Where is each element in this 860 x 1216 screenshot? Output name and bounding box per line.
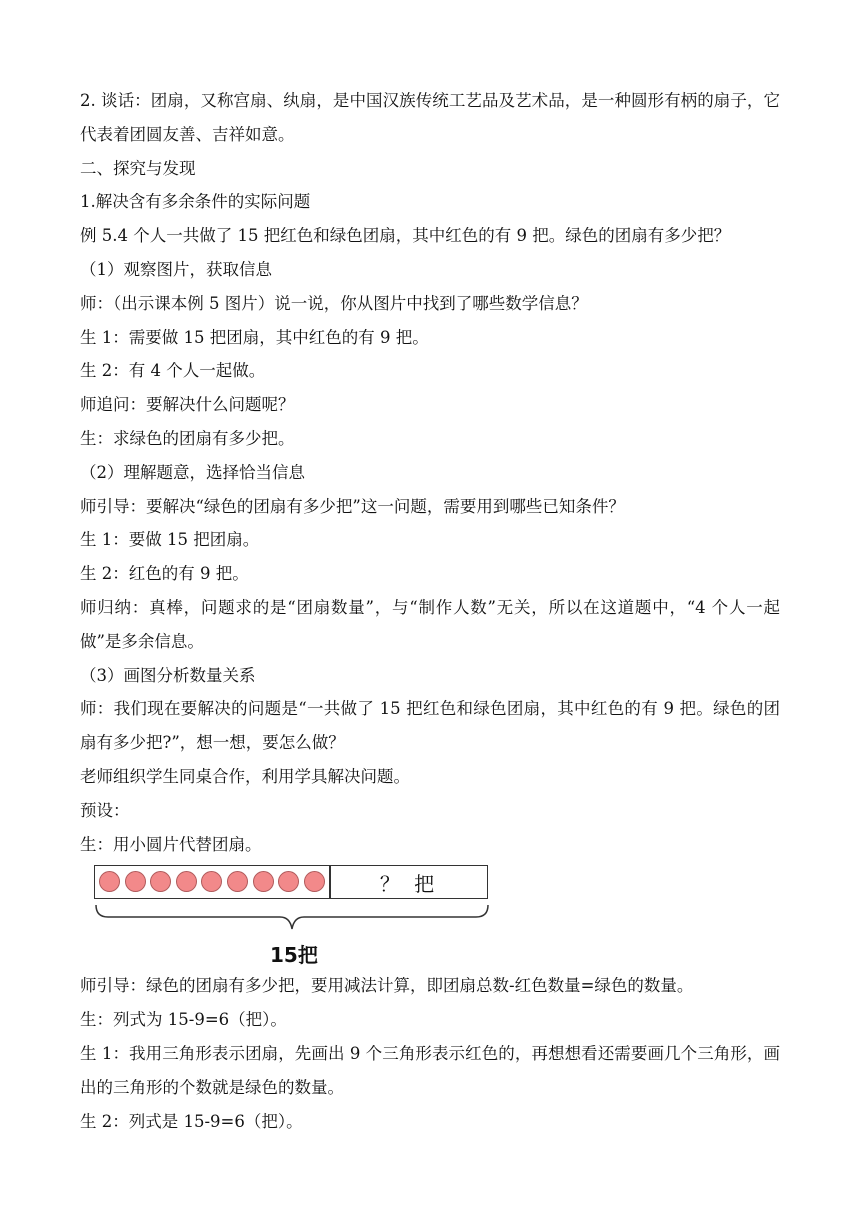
- dialogue-line: 师引导：要解决“绿色的团扇有多少把”这一问题，需要用到哪些已知条件？: [80, 496, 625, 516]
- red-fan-circle: [304, 871, 325, 892]
- red-fan-circle: [201, 871, 222, 892]
- dialogue-line: 生：用小圆片代替团扇。: [80, 834, 262, 854]
- dialogue-line: 师：我们现在要解决的问题是“一共做了 15 把红色和绿色团扇，其中红色的有 9 把。绿色的团扇有多少把?”，想一想，要怎么做？: [80, 699, 780, 753]
- document-page: [80, 84, 780, 1138]
- red-fan-circle: [227, 871, 248, 892]
- dialogue-line: 生 1：需要做 15 把团扇，其中红色的有 9 把。: [80, 327, 429, 347]
- dialogue-line: 生 2：列式是 15-9=6（把）。: [80, 1111, 303, 1131]
- dialogue-line: 生 2：有 4 个人一起做。: [80, 361, 266, 381]
- dialogue-line: 生：求绿色的团扇有多少把。: [80, 428, 295, 448]
- dialogue-line: 师引导：绿色的团扇有多少把，要用减法计算，即团扇总数-红色数量=绿色的数量。: [80, 976, 694, 996]
- fan-diagram: [94, 861, 514, 969]
- total-label: 15把: [270, 943, 318, 968]
- example-problem: 例 5.4 个人一共做了 15 把红色和绿色团扇，其中红色的有 9 把。绿色的团扇有多少把？: [80, 226, 731, 246]
- red-fan-circle: [99, 871, 120, 892]
- dialogue-line: 生 1：要做 15 把团扇。: [80, 530, 260, 550]
- dialogue-line: 师追问：要解决什么问题呢？: [80, 395, 295, 415]
- step-heading-3: （3）画图分析数量关系: [80, 665, 256, 685]
- total-brace: [94, 903, 490, 939]
- red-fan-circle: [150, 871, 171, 892]
- dialogue-line: 师归纳：真棒，问题求的是“团扇数量”，与“制作人数”无关，所以在这道题中，“4 个人一起做”是多余信息。: [80, 597, 780, 651]
- step-heading-1: （1）观察图片，获取信息: [80, 259, 272, 279]
- step-heading-2: （2）理解题意，选择恰当信息: [80, 462, 305, 482]
- dialogue-line: 生 2：红色的有 9 把。: [80, 564, 249, 584]
- dialogue-line: 老师组织学生同桌合作，利用学具解决问题。: [80, 766, 410, 786]
- dialogue-line: 师：（出示课本例 5 图片）说一说，你从图片中找到了哪些数学信息？: [80, 293, 588, 313]
- section-heading: 二、探究与发现: [80, 158, 196, 178]
- unknown-green-label: ？ 把: [379, 871, 439, 896]
- red-fan-circle: [253, 871, 274, 892]
- total-bar: [94, 865, 488, 899]
- dialogue-line: 生 1：我用三角形表示团扇，先画出 9 个三角形表示红色的，再想想看还需要画几个三角形，画出的三角形的个数就是绿色的数量。: [80, 1043, 780, 1097]
- dialogue-line: 生：列式为 15-9=6（把）。: [80, 1010, 287, 1030]
- dialogue-line: 预设：: [80, 800, 130, 820]
- red-fan-circle: [125, 871, 146, 892]
- paragraph-talk: 2. 谈话：团扇，又称宫扇、纨扇，是中国汉族传统工艺品及艺术品，是一种圆形有柄的扇子，它代表着团圆友善、吉祥如意。: [80, 91, 780, 144]
- red-fan-circle: [176, 871, 197, 892]
- red-fan-circle: [278, 871, 299, 892]
- subsection-heading: 1.解决含有多余条件的实际问题: [80, 192, 311, 212]
